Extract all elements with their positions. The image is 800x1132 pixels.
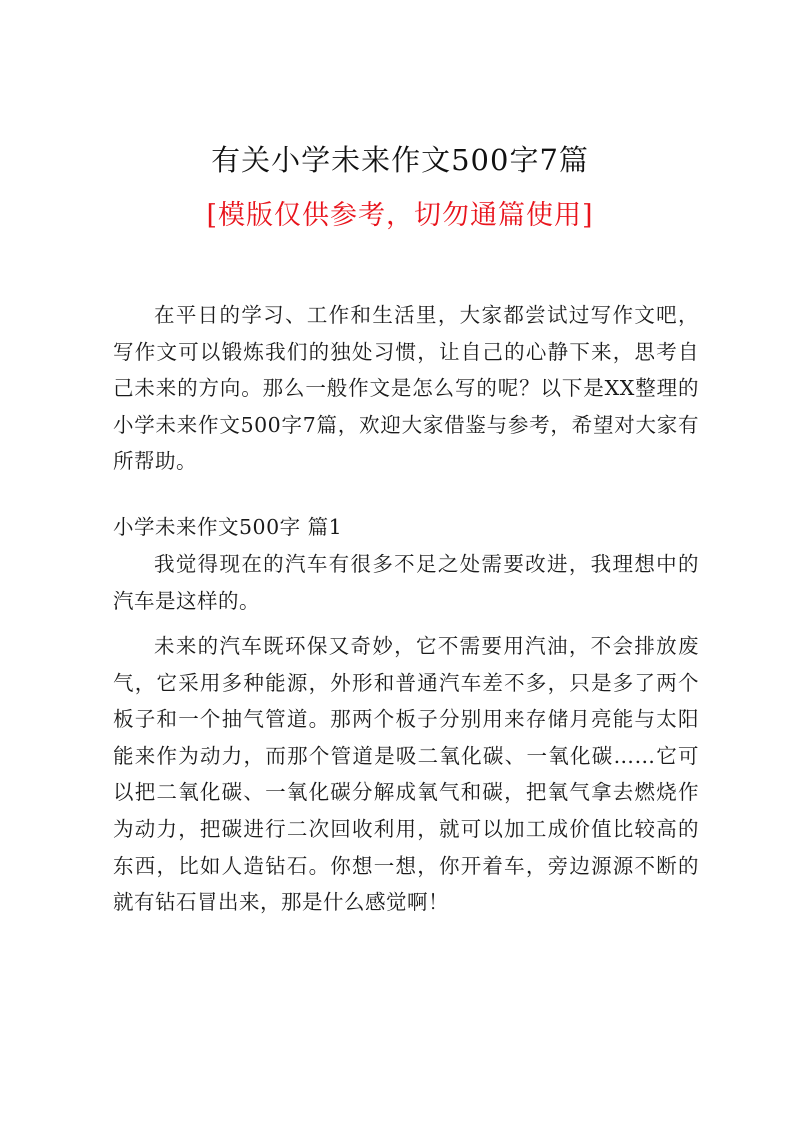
body-paragraph-2: 未来的汽车既环保又奇妙，它不需要用汽油，不会排放废气，它采用多种能源，外形和普通汽车差不多，只是多了两个板子和一个抽气管道。那两个板子分别用来存储月亮能与太阳能来作为动力，而那个管道是吸二氧化碳、一氧化碳……它可以把二氧化碳、一氧化碳分解成氧气和碳，把氧气拿去燃烧作为动力，把碳进行二次回收利用，就可以加工成价值比较高的东西，比如人造钻石。你想一想，你开着车，旁边源源不断的就有钻石冒出来，那是什么感觉啊！ [113,634,699,915]
template-notice: [模版仅供参考，切勿通篇使用] [206,200,594,231]
document-title: 有关小学未来作文500字7篇 [211,143,589,177]
body-paragraph-1: 我觉得现在的汽车有很多不足之处需要改进，我理想中的汽车是这样的。 [113,552,699,613]
section-heading: 小学未来作文500字 篇1 [113,515,343,539]
intro-paragraph: 在平日的学习、工作和生活里，大家都尝试过写作文吧，写作文可以锻炼我们的独处习惯，让自己的心静下来，思考自己未来的方向。那么一般作文是怎么写的呢？以下是XX整理的小学未来作文500字7篇，欢迎大家借鉴与参考，希望对大家有所帮助。 [113,303,699,474]
